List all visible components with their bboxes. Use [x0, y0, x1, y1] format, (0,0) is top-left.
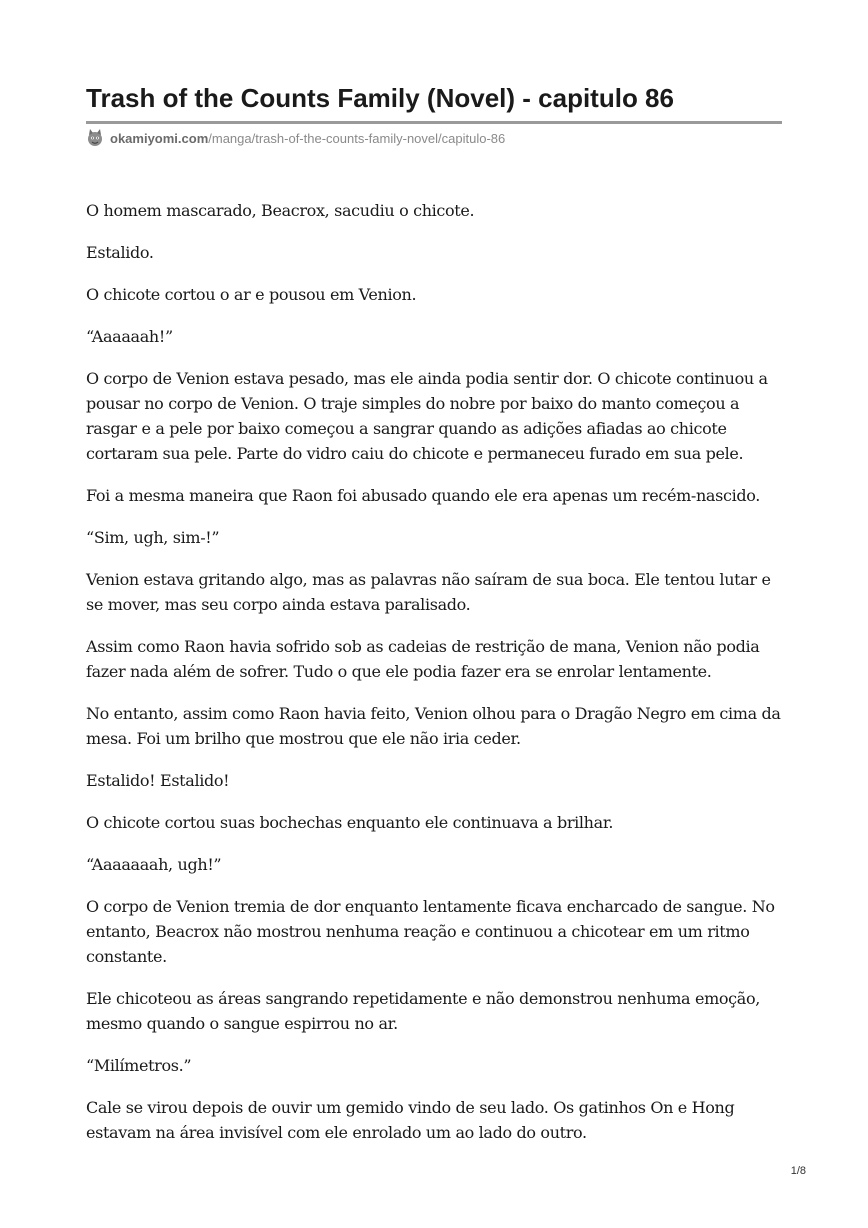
- paragraph: Venion estava gritando algo, mas as palavras não saíram de sua boca. Ele tentou lutar e se mover, mas seu corpo ainda estava paralisado.: [86, 570, 771, 614]
- paragraph: O chicote cortou o ar e pousou em Venion.: [86, 285, 417, 304]
- title-divider: [86, 121, 782, 124]
- paragraph: “Aaaaaah!”: [86, 327, 173, 346]
- wolf-logo-icon: [86, 129, 104, 147]
- source-domain[interactable]: okamiyomi.com: [110, 130, 209, 146]
- page-number: 1/8: [790, 1165, 806, 1177]
- page-title: Trash of the Counts Family (Novel) - capitulo 86: [86, 83, 674, 113]
- paragraph: O homem mascarado, Beacrox, sacudiu o chicote.: [86, 201, 475, 220]
- paragraph: Assim como Raon havia sofrido sob as cadeias de restrição de mana, Venion não podia fazer nada além de sofrer. Tudo o que ele podia fazer era se enrolar lentamente.: [86, 637, 760, 681]
- paragraph: Cale se virou depois de ouvir um gemido vindo de seu lado. Os gatinhos On e Hong estavam na área invisível com ele enrolado um ao lado do outro.: [86, 1098, 735, 1142]
- paragraph: Estalido.: [86, 243, 154, 262]
- paragraph: Ele chicoteou as áreas sangrando repetidamente e não demonstrou nenhuma emoção, mesmo quando o sangue espirrou no ar.: [86, 989, 760, 1033]
- source-path[interactable]: /manga/trash-of-the-counts-family-novel/capitulo-86: [208, 130, 506, 146]
- paragraph: O chicote cortou suas bochechas enquanto ele continuava a brilhar.: [86, 813, 614, 832]
- paragraph: Foi a mesma maneira que Raon foi abusado quando ele era apenas um recém-nascido.: [86, 486, 760, 505]
- paragraph: O corpo de Venion estava pesado, mas ele ainda podia sentir dor. O chicote continuou a pousar no corpo de Venion. O traje simples do nobre por baixo do manto começou a rasgar e a pele por baixo começou a sangrar quando as adições afiadas ao chicote cortaram sua pele. Parte do vidro caiu do chicote e permaneceu furado em sua pele.: [86, 369, 768, 463]
- paragraph: “Aaaaaaah, ugh!”: [86, 855, 222, 874]
- paragraph: “Sim, ugh, sim-!”: [86, 528, 220, 547]
- article-body: [86, 198, 786, 1162]
- paragraph: “Milímetros.”: [86, 1056, 192, 1075]
- paragraph: No entanto, assim como Raon havia feito, Venion olhou para o Dragão Negro em cima da mesa. Foi um brilho que mostrou que ele não iria ceder.: [86, 704, 781, 748]
- source-link[interactable]: [86, 128, 505, 148]
- paragraph: O corpo de Venion tremia de dor enquanto lentamente ficava encharcado de sangue. No entanto, Beacrox não mostrou nenhuma reação e continuou a chicotear em um ritmo constante.: [86, 897, 775, 966]
- paragraph: Estalido! Estalido!: [86, 771, 230, 790]
